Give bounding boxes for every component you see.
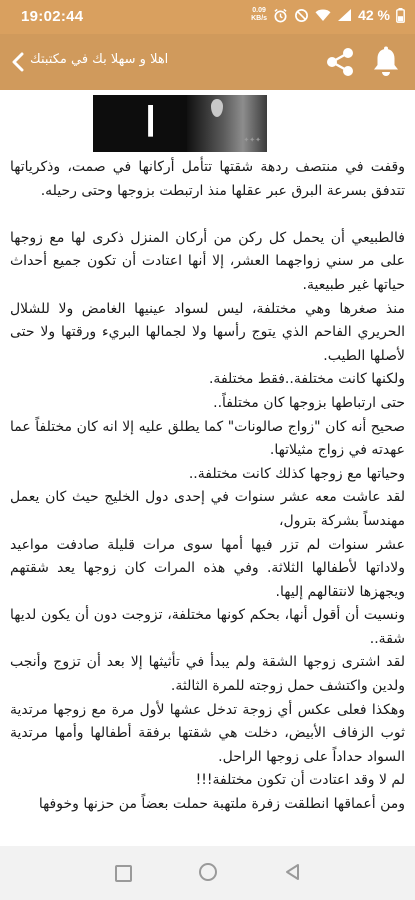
wifi-icon	[315, 8, 331, 22]
recent-apps-button[interactable]	[115, 865, 132, 882]
home-button[interactable]	[199, 863, 217, 881]
article-body[interactable]	[0, 152, 415, 846]
data-speed-indicator: 0.09 KB/s	[251, 7, 268, 22]
share-icon	[324, 46, 356, 78]
alarm-icon	[273, 8, 288, 23]
chevron-left-icon	[11, 52, 25, 72]
back-button[interactable]	[4, 48, 32, 76]
notifications-button[interactable]	[368, 44, 404, 80]
status-time: 19:02:44	[21, 8, 84, 25]
mute-icon	[294, 8, 309, 23]
share-button[interactable]	[322, 44, 358, 80]
article-text: وقفت في منتصف ردهة شقتها تتأمل أركانها في صمت، وذكرياتها تتدفق بسرعة البرق عبر عقلها منذ ارتبطت بزوجها وحتى رحيله. فالطبيعي أن يحمل كل ركن من أركان المنزل ذكرى لها مع زوجها على مر سني زواجهما العشر، إلا أنها اعتادت أن تكون جميع أحداث حياتها غير طبيعية. منذ صغرها وهي مختلفة، ليس لسواد عينيها الغامض ولا للشلال الحريري الفاحم الذي يتوج رأسها ولا لجمالها البريء ورقتها ولا حتى لأصلها الطيب. ولكنها كانت مختلفة..فقط مختلفة. حتى ارتباطها بزوجها كان مختلفاً.. صحيح أنه كان "زواج صالونات" كما يطلق عليه إلا انه كان مختلفاً عما عهدته في زواج مثيلاتها. وحياتها مع زوجها كذلك كانت مختلفة.. لقد عاشت معه عشر سنوات في إحدى دول الخليج حيث كان يعمل مهندساً بشركة بترول، عشر سنوات لم تزر فيها أمها سوى مرات قليلة صادفت مواعيد ولاداتها لأطفالها الثلاثة. وفي هذه المرات كان زوجها يعد شقتهم ويجهزها لانتقالهم إليها. ونسيت أن أقول أنها، بحكم كونها مختلفة، تزوجت دون أن يكون لديها شقة.. لقد اشترى زوجها الشقة ولم يبدأ في تأثيثها إلا بعد أن تزوج وأنجب ولدين واكتشف حمل زوجته للمرة الثالثة. وهكذا فعلى عكس أي زوجة تدخل عشها لأول مرة مع زوجها مرتدية ثوب الزفاف الأبيض، دخلت هي شقتها برفقة أطفالها وأمها مرتدية السواد حداداً على زوجها الراحل. لم لا وقد اعتادت أن تكون مختلفة!!! ومن أعماقها انطلقت زفرة ملتهبة حملت بعضاً من حزنها وخوفها	[10, 159, 405, 813]
bell-icon	[372, 46, 400, 78]
image-watermark: ✦✦✦	[243, 136, 261, 144]
header-image-glyph: ا	[145, 99, 157, 146]
app-bar	[0, 34, 415, 90]
signal-icon	[337, 8, 352, 22]
battery-percent: 42 %	[358, 7, 390, 23]
app-title: اهلا و سهلا بك في مكتبتك	[30, 52, 169, 67]
article-header-image	[93, 95, 267, 152]
battery-icon	[396, 8, 405, 23]
triangle-back-icon	[284, 863, 300, 881]
system-nav-bar	[0, 846, 415, 900]
nav-back-button[interactable]	[284, 863, 300, 881]
status-icons	[251, 7, 405, 23]
status-bar	[0, 0, 415, 34]
